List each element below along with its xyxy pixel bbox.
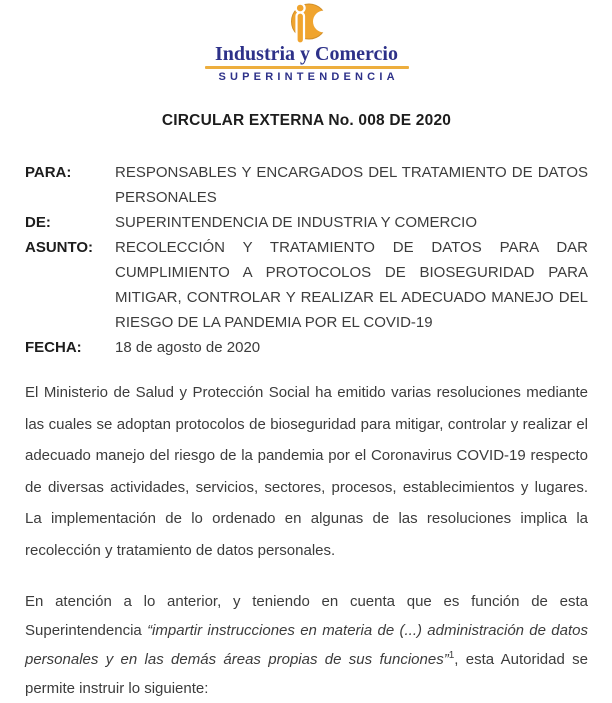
document-title: CIRCULAR EXTERNA No. 008 DE 2020 (161, 112, 452, 129)
paragraph-2-outro: , esta Autoridad se permite instruir lo siguiente: (25, 651, 588, 697)
logo-underline (205, 66, 409, 69)
footnote-ref-1: 1 (448, 650, 455, 661)
meta-label-asunto: ASUNTO: (25, 239, 94, 256)
paragraph-2-intro: En atención a lo anterior, y teniendo en cuenta que es función de esta Superintendencia (25, 593, 588, 639)
logo-subtitle: SUPERINTENDENCIA (218, 71, 399, 83)
meta-value-asunto: RECOLECCIÓN Y TRATAMIENTO DE DATOS PARA DAR CUMPLIMIENTO A PROTOCOLOS DE BIOSEGURIDAD PARA MITIGAR, CONTROLAR Y REALIZAR EL ADECUADO MANEJO DEL RIESGO DE LA PANDEMIA POR EL COVID-19 (115, 239, 588, 331)
logo-wordmark: Industria y Comercio (215, 43, 398, 65)
meta-value-para: RESPONSABLES Y ENCARGADOS DEL TRATAMIENTO DE DATOS PERSONALES (115, 164, 588, 206)
paragraph-2-quote: “impartir instrucciones en materia de (...) administración de datos personales y en las demás áreas propias de sus funciones” (25, 622, 588, 668)
meta-row-para (25, 160, 588, 210)
sic-ic-circle-icon (279, 3, 335, 44)
meta-value-de: SUPERINTENDENCIA DE INDUSTRIA Y COMERCIO (115, 214, 478, 231)
meta-label-fecha: FECHA: (25, 339, 82, 356)
meta-row-asunto (25, 235, 588, 335)
meta-label-de: DE: (25, 214, 51, 231)
paragraph-1: El Ministerio de Salud y Protección Social ha emitido varias resoluciones mediante las cuales se adoptan protocolos de bioseguridad para mitigar, controlar y realizar el adecuado manejo del riesgo de la pandemia por el Coronavirus COVID-19 respecto de diversas actividades, servicios, sectores, procesos, establecimientos y lugares. La implementación de lo ordenado en algunas de las resoluciones implica la recolección y tratamiento de datos personales. (25, 384, 588, 559)
meta-block (25, 160, 588, 360)
meta-row-fecha (25, 335, 588, 360)
meta-label-para: PARA: (25, 164, 72, 181)
meta-row-de (25, 210, 588, 235)
sic-logo (25, 3, 588, 83)
meta-value-fecha: 18 de agosto de 2020 (115, 339, 261, 356)
paragraph-2 (25, 587, 588, 703)
